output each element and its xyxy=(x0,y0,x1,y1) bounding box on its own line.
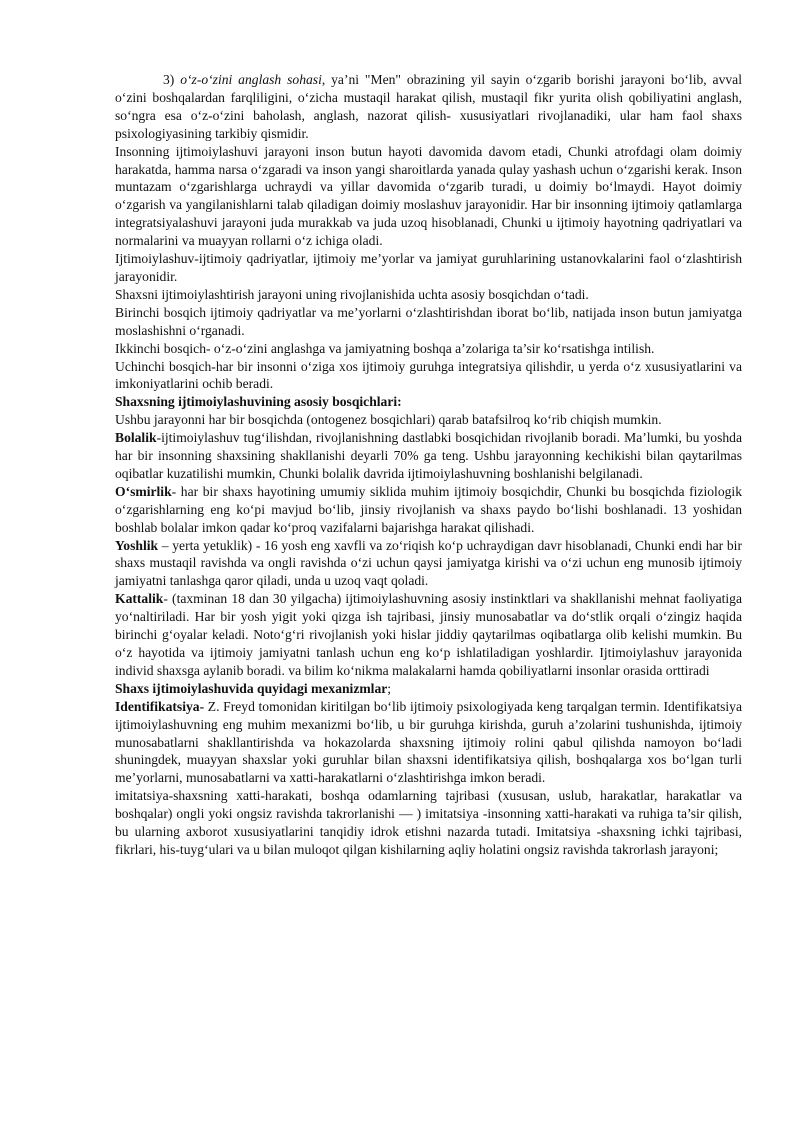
paragraph-text: Z. Freyd tomonidan kiritilgan bo‘lib ijtimoiy psixologiyada keng tarqalgan termin. Identifikatsiya ijtimoiylashuvning eng muhim mexanizmi bo‘lib, u bir guruhga kirishda, guruh a’zolarini tushunishda, ijtimoiy munosabatlarni shakllantirishda va hokazolarda shaxsning ijtimoiy rolini qabul qilishda namoyon bo‘ladi shuningdek, muayyan shaxslar yoki guruhlar bilan shaxsni identifikatsiya qilish, boshqalarga xos bo‘lgan turli me’yorlarni, munosabatlarni va xatti-harakatlarni o‘zlashtirishga imkon beradi. xyxy=(115,698,742,786)
paragraph-socialization-definition: Ijtimoiylashuv-ijtimoiy qadriyatlar, ijtimoiy me’yorlar va jamiyat guruhlarining ustanovkalarini faol o‘zlashtirish jarayonidir. xyxy=(115,251,742,284)
paragraph-socialization-process: Insonning ijtimoiylashuvi jarayoni inson butun hayoti davomida davom etadi, Chunki atrofdagi olam doimiy harakatda, hamma narsa o‘zgaradi va inson yangi sharoitlarda yanada qulay yashash uchun o‘zgarishi kerak. Inson muntazam o‘zgarishlarga uchraydi va yillar davomida o‘zgarib turadi, u doimiy bo‘lmaydi. Hayot doimiy o‘zgarish va yangilanishlarni talab qiladigan doimiy moslashuv jarayonidir. Har bir insonning ijtimoiy qatlamlarga integratsiyalashuvi jarayoni juda murakkab va juda uzoq hisoblanadi, Chunki u ijtimoiy hayotning qadriyatlari va normalarini va muayyan rollarni o‘z ichiga oladi. xyxy=(115,143,742,249)
paragraph-childhood xyxy=(115,429,742,483)
list-number: 3) xyxy=(163,72,181,87)
heading-mechanisms-text: Shaxs ijtimoiylashuvida quyidagi mexanizmlar xyxy=(115,680,388,696)
paragraph-youth xyxy=(115,537,742,591)
paragraph-self-awareness xyxy=(115,71,742,143)
heading-mechanisms-suffix: ; xyxy=(387,680,392,696)
term-identification: Identifikatsiya- xyxy=(115,698,205,714)
term-childhood: Bolalik xyxy=(115,430,157,446)
heading-main-stages: Shaxsning ijtimoiylashuvining asosiy bosqichlari: xyxy=(115,394,402,410)
paragraph-identification xyxy=(115,698,742,788)
paragraph-adulthood xyxy=(115,590,742,680)
term-youth: Yoshlik xyxy=(115,537,159,553)
term-self-awareness: o‘z-o‘zini anglash sohasi xyxy=(180,72,322,87)
paragraph-text: -ijtimoiylashuv tug‘ilishdan, rivojlanishning dastlabki bosqichidan rivojlanib boradi. Ma’lumki, bu yoshda har bir insonning shaxsining shakllanishi deyarli 70% ga teng. Ushbu jarayonning kechikishi bilan qaytarilmas oqibatlar kuzatilishi mumkin, Chunki bolalik davrida ijtimoiylashuvning boshlanishi belgilanadi. xyxy=(115,430,742,481)
paragraph-three-stages: Shaxsni ijtimoiylashtirish jarayoni uning rivojlanishida uchta asosiy bosqichdan o‘tadi. xyxy=(115,286,589,302)
paragraph-text: - (taxminan 18 dan 30 yilgacha) ijtimoiylashuvning asosiy instinktlari va shakllanishi mehnat faoliyatiga yo‘naltiriladi. Har bir yosh yigit yoki qizga ish tajribasi, jinsiy munosabatlar va do‘stlik orqali o‘zingiz haqida birinchi g‘oyalar keladi. Noto‘g‘ri rivojlanish yoki hislar jiddiy qaytarilmas oqibatlarga olib kelishi mumkin. Bu o‘z hayotida va ijtimoiy jamiyatni tanlash uchun eng ko‘p ishlatiladigan yoshlardir. Ijtimoiylashuv jarayonida individ shaxsga aylanib boradi. va bilim ko‘nikma malakalarni hamda qobiliyatlarni insonlar orasida orttiradi xyxy=(115,591,742,678)
paragraph-text: , ya’ni "Men" obrazining yil sayin o‘zgarib borishi jarayoni bo‘lib, avval o‘zini boshqalardan farqliligini, o‘zicha mustaqil harakat qilish, mustaqil fikr yurita olish qobiliyatini anglash, so‘ngra esa o‘z-o‘zini baholash, anglash, nazorat qilish- xususiyatlari rivojlanadiki, ular ham faol shaxs psixologiyasining tarkibiy qismidir. xyxy=(115,72,742,141)
paragraph-text: – yerta yetuklik) - 16 yosh eng xavfli va zo‘riqish ko‘p uchraydigan davr hisoblanadi, Chunki endi har bir shaxs mustaqil ravishda va ongli ravishda o‘zi uchun qaysi jamiyatga kirishi va o‘zi uchun eng munosib ijtimoiy jamiyatni tanlashga qaror qiladi, unda u uzoq vaqt qoladi. xyxy=(115,537,742,589)
paragraph-first-stage: Birinchi bosqich ijtimoiy qadriyatlar va me’yorlarni o‘zlashtirishdan iborat bo‘lib, natijada inson butun jamiyatga moslashishni o‘rganadi. xyxy=(115,304,742,338)
term-adolescence: O‘smirlik xyxy=(115,483,172,499)
paragraph-third-stage: Uchinchi bosqich-har bir insonni o‘ziga xos ijtimoiy guruhga integratsiya qilishdir, u yerda o‘z xususiyatlarini va imkoniyatlarini ochib beradi. xyxy=(115,358,742,392)
paragraph-second-stage: Ikkinchi bosqich- o‘z-o‘zini anglashga va jamiyatning boshqa a’zolariga ta’sir ko‘rsatishga intilish. xyxy=(115,340,655,356)
term-adulthood: Kattalik xyxy=(115,591,164,607)
paragraph-imitation: imitatsiya-shaxsning xatti-harakati, boshqa odamlarning tajribasi (xususan, uslub, harakatlar, harakatlar va boshqalar) ongli yoki ongsiz ravishda takrorlanishi — ) imitatsiya -insonning xatti-harakati va ruhiga ta’sir qilish, bu ularning axborot xususiyatlarini tanqidiy idrok etishni nazarda tutadi. Imitatsiya -shaxsning ichki tajribasi, fikrlari, his-tuyg‘ulari va u bilan muloqot qilgan kishilarning aqliy holatini ongsiz ravishda takrorlash jarayoni; xyxy=(115,788,742,857)
paragraph-adolescence xyxy=(115,483,742,537)
paragraph-ontogenesis: Ushbu jarayonni har bir bosqichda (ontogenez bosqichlari) qarab batafsilroq ko‘rib chiqish mumkin. xyxy=(115,412,662,428)
heading-mechanisms xyxy=(115,680,742,698)
paragraph-text: - har bir shaxs hayotining umumiy siklida muhim ijtimoiy bosqichdir, Chunki bu bosqichda fiziologik o‘zgarishlarning eng ko‘pi mavjud bo‘lib, jinsiy rivojlanish va shaxs paydo bo‘lishi boshlanadi. 13 yoshidan boshlab bolalar imkon qadar ko‘proq vazifalarni bajarishga harakat qilishadi. xyxy=(115,483,742,535)
